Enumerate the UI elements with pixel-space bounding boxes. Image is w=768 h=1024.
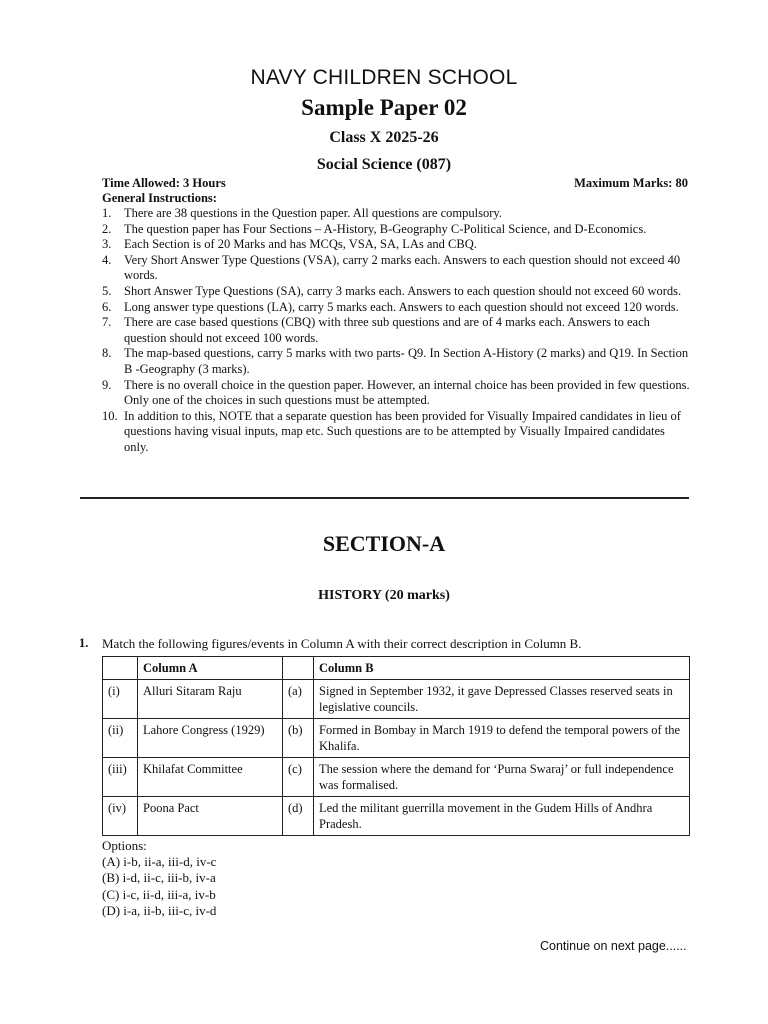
instruction-item <box>102 409 690 456</box>
paper-title: Sample Paper 02 <box>301 95 467 120</box>
instruction-number: 2. <box>102 221 112 236</box>
column-b-text: Formed in Bombay in March 1919 to defend the temporal powers of the Khalifa. <box>314 719 690 758</box>
exam-meta <box>102 176 688 191</box>
question-number: 1. <box>79 636 89 650</box>
section-subtitle: HISTORY (20 marks) <box>318 588 450 603</box>
instruction-text: Very Short Answer Type Questions (VSA), carry 2 marks each. Answers to each question should not exceed 40 words. <box>124 252 681 283</box>
instruction-number: 7. <box>102 315 112 330</box>
instruction-item <box>102 315 690 346</box>
section-divider <box>80 497 689 499</box>
instruction-number: 6. <box>102 299 112 314</box>
column-b-number: (b) <box>283 719 314 758</box>
class-line: Class X 2025-26 <box>329 129 439 146</box>
table-row <box>103 719 690 758</box>
instruction-number: 4. <box>102 252 112 267</box>
instruction-text: Short Answer Type Questions (SA), carry 3 marks each. Answers to each question should not exceed 60 words. <box>124 283 682 298</box>
match-table <box>102 656 690 836</box>
instruction-number: 9. <box>102 377 112 392</box>
column-a-text: Poona Pact <box>138 797 283 836</box>
instruction-item <box>102 346 690 377</box>
section-title: SECTION-A <box>322 531 446 556</box>
column-a-text: Alluri Sitaram Raju <box>138 680 283 719</box>
column-a-text: Lahore Congress (1929) <box>138 719 283 758</box>
school-name: NAVY CHILDREN SCHOOL <box>250 66 518 89</box>
option-c: (C) i-c, ii-d, iii-a, iv-b <box>102 886 216 902</box>
instruction-text: The map-based questions, carry 5 marks with two parts- Q9. In Section A-History (2 marks) and Q19. In Section B -Geography (3 marks). <box>124 346 689 376</box>
table-row <box>103 797 690 836</box>
instruction-text: Long answer type questions (LA), carry 5 marks each. Answers to each question should not exceed 120 words. <box>124 299 679 314</box>
instruction-item <box>102 300 690 316</box>
table-row <box>103 680 690 719</box>
table-header-row <box>103 657 690 680</box>
instruction-text: There is no overall choice in the question paper. However, an internal choice has been provided in few questions. Only one of the choices in such questions must be attempted. <box>124 377 690 408</box>
instruction-item <box>102 206 690 222</box>
table-cell <box>103 657 138 680</box>
instruction-text: There are case based questions (CBQ) with three sub questions and are of 4 marks each. Answers to each question should not exceed 100 words. <box>124 315 650 345</box>
instruction-number: 1. <box>102 206 112 220</box>
continue-note: Continue on next page...... <box>540 939 687 953</box>
instruction-number: 5. <box>102 283 112 298</box>
column-b-number: (c) <box>283 758 314 797</box>
subject-line: Social Science (087) <box>316 156 452 173</box>
options-block <box>102 838 216 919</box>
column-b-text: The session where the demand for ‘Purna Swaraj’ or full independence was formalised. <box>314 758 690 797</box>
column-a-header: Column A <box>138 657 283 680</box>
instruction-item <box>102 378 690 409</box>
instruction-text: The question paper has Four Sections – A-History, B-Geography C-Political Science, and D-Economics. <box>124 221 647 236</box>
instruction-text: There are 38 questions in the Question paper. All questions are compulsory. <box>124 206 502 220</box>
table-row <box>103 758 690 797</box>
question-text: Match the following figures/events in Column A with their correct description in Column B. <box>102 636 582 651</box>
instruction-item <box>102 222 690 238</box>
column-b-number: (d) <box>283 797 314 836</box>
time-allowed: Time Allowed: 3 Hours <box>102 176 226 190</box>
instruction-item <box>102 253 690 284</box>
instructions-title: General Instructions: <box>102 191 217 205</box>
table-cell <box>283 657 314 680</box>
column-b-text: Led the militant guerrilla movement in the Gudem Hills of Andhra Pradesh. <box>314 797 690 836</box>
instruction-item <box>102 237 690 253</box>
instruction-text: In addition to this, NOTE that a separate question has been provided for Visually Impaired candidates in lieu of questions having visual inputs, map etc. Such questions are to be attempted by Visually Impaired candidates only. <box>124 408 681 454</box>
option-a: (A) i-b, ii-a, iii-d, iv-c <box>102 854 217 870</box>
instruction-number: 8. <box>102 346 112 361</box>
column-a-number: (ii) <box>103 719 138 758</box>
max-marks: Maximum Marks: 80 <box>574 176 688 190</box>
instruction-item <box>102 284 690 300</box>
option-b: (B) i-d, ii-c, iii-b, iv-a <box>102 870 216 886</box>
instruction-number: 10. <box>102 408 118 423</box>
instruction-number: 3. <box>102 237 112 252</box>
column-a-number: (iv) <box>103 797 138 836</box>
instruction-text: Each Section is of 20 Marks and has MCQs, VSA, SA, LAs and CBQ. <box>124 237 477 252</box>
column-b-number: (a) <box>283 680 314 719</box>
column-b-text: Signed in September 1932, it gave Depressed Classes reserved seats in legislative councils. <box>314 680 690 719</box>
column-a-number: (i) <box>103 680 138 719</box>
column-b-header: Column B <box>314 657 690 680</box>
column-a-text: Khilafat Committee <box>138 758 283 797</box>
options-label: Options: <box>102 838 147 853</box>
instructions-list <box>102 206 690 456</box>
option-d: (D) i-a, ii-b, iii-c, iv-d <box>102 902 217 918</box>
column-a-number: (iii) <box>103 758 138 797</box>
